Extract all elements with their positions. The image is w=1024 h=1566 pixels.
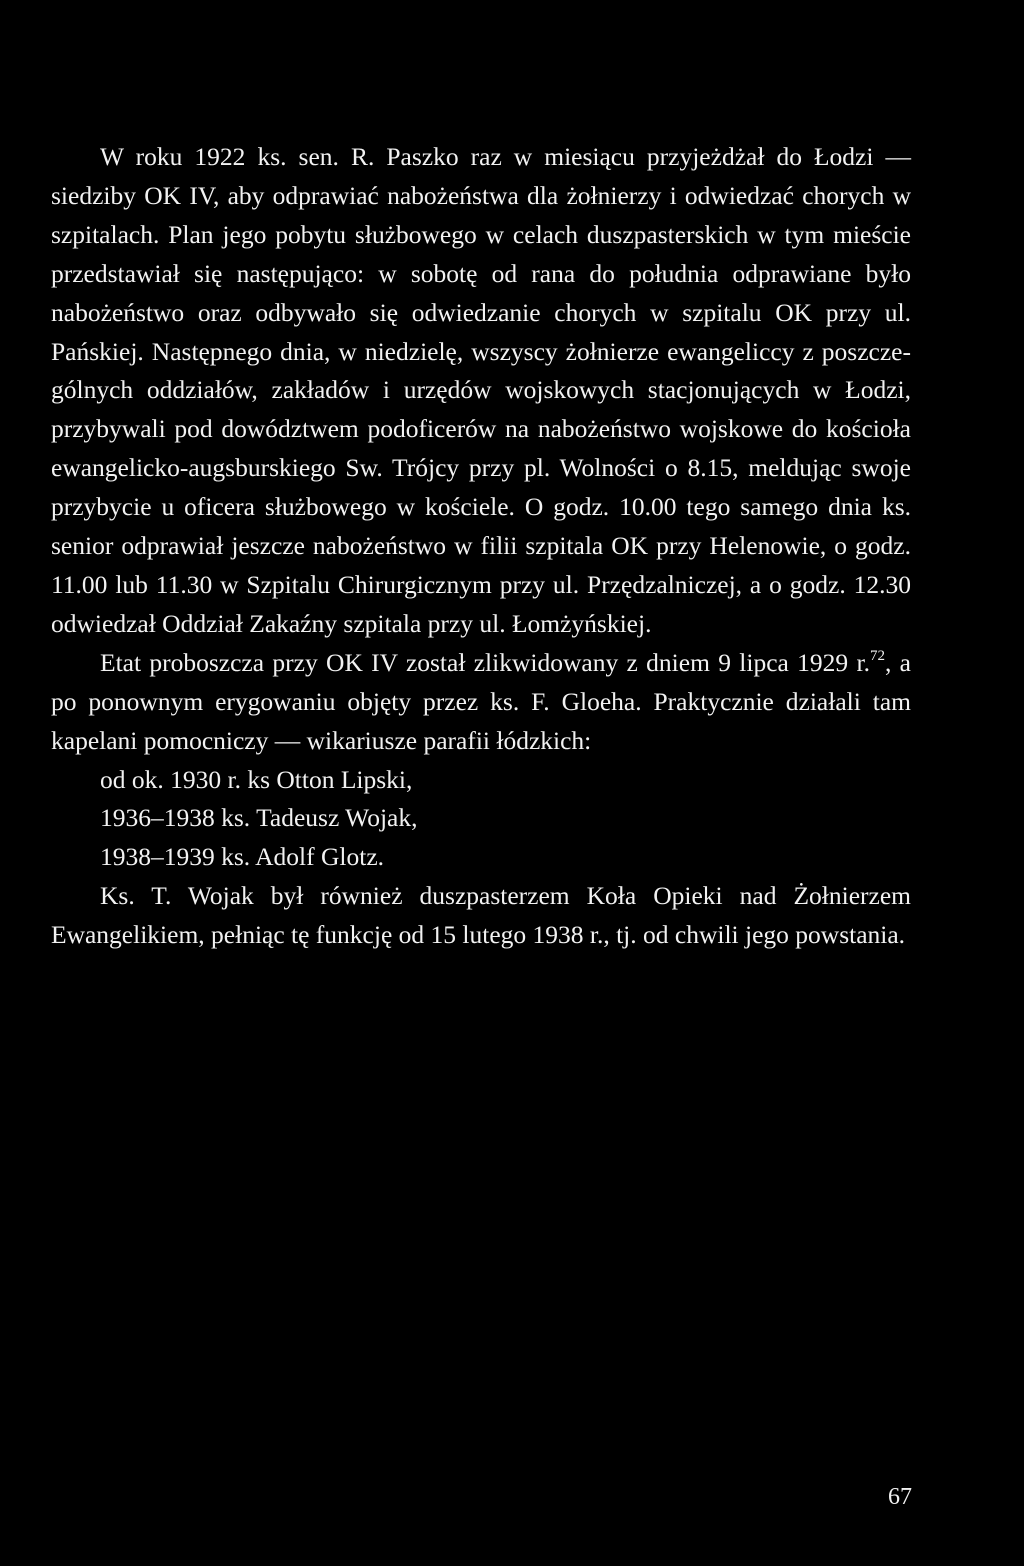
chaplain-list [51,761,911,878]
paragraph-1: W roku 1922 ks. sen. R. Paszko raz w miesiącu przyjeżdżał do Łodzi — siedziby OK IV, aby odprawiać nabożeństwa dla żołnierzy i odwiedzać chorych w szpitalach. Plan jego pobytu służbowego w celach duszpasterskich w tym mieście przedstawiał się następująco: w sobotę od rana do południa odprawiane było nabożeństwo oraz odbywało się odwiedzanie chorych w szpitalu OK przy ul. Pańskiej. Następnego dnia, w niedzielę, wszyscy żołnierze ewangeliccy z poszczególnych oddziałów, zakładów i urzędów wojskowych stacjonujących w Łodzi, przybywali pod dowództwem podoficerów na nabożeństwo wojskowe do kościoła ewangelicko-augsburskiego Sw. Trójcy przy pl. Wolności o 8.15, meldując swoje przybycie u oficera służbowego w kościele. O godz. 10.00 tego samego dnia ks. senior odprawiał jeszcze nabożeństwo w filii szpitala OK przy Helenowie, o godz. 11.00 lub 11.30 w Szpitalu Chirurgicznym przy ul. Przędzalniczej, a o godz. 12.30 odwiedzał Oddział Zakaźny szpitala przy ul. Łomżyńskiej. [51,142,911,638]
chaplain-list-item: 1936–1938 ks. Tadeusz Wojak, [100,803,418,833]
paragraph-3: Ks. T. Wojak był również duszpasterzem Koła Opieki nad Żołnierzem Ewangelikiem, pełniąc tę funkcję od 15 lutego 1938 r., tj. od chwili jego powstania. [51,881,911,950]
body-text [51,138,911,955]
page-number: 67 [888,1484,912,1510]
paragraph-2 [51,644,911,761]
footnote-reference: 72 [869,647,885,664]
paragraph-2-start: Etat proboszcza przy OK IV został zlikwidowany z dniem 9 lipca 1929 r. [100,647,870,677]
chaplain-list-item: od ok. 1930 r. ks Otton Lipski, [100,764,413,794]
chaplain-list-item: 1938–1939 ks. Adolf Glotz. [100,842,385,872]
paragraph-2-end: , a po ponownym erygowaniu objęty przez ks. F. Gloeha. Praktycznie działali tam kapelani pomocniczy — wikariusze parafii łódzkich: [51,647,911,755]
